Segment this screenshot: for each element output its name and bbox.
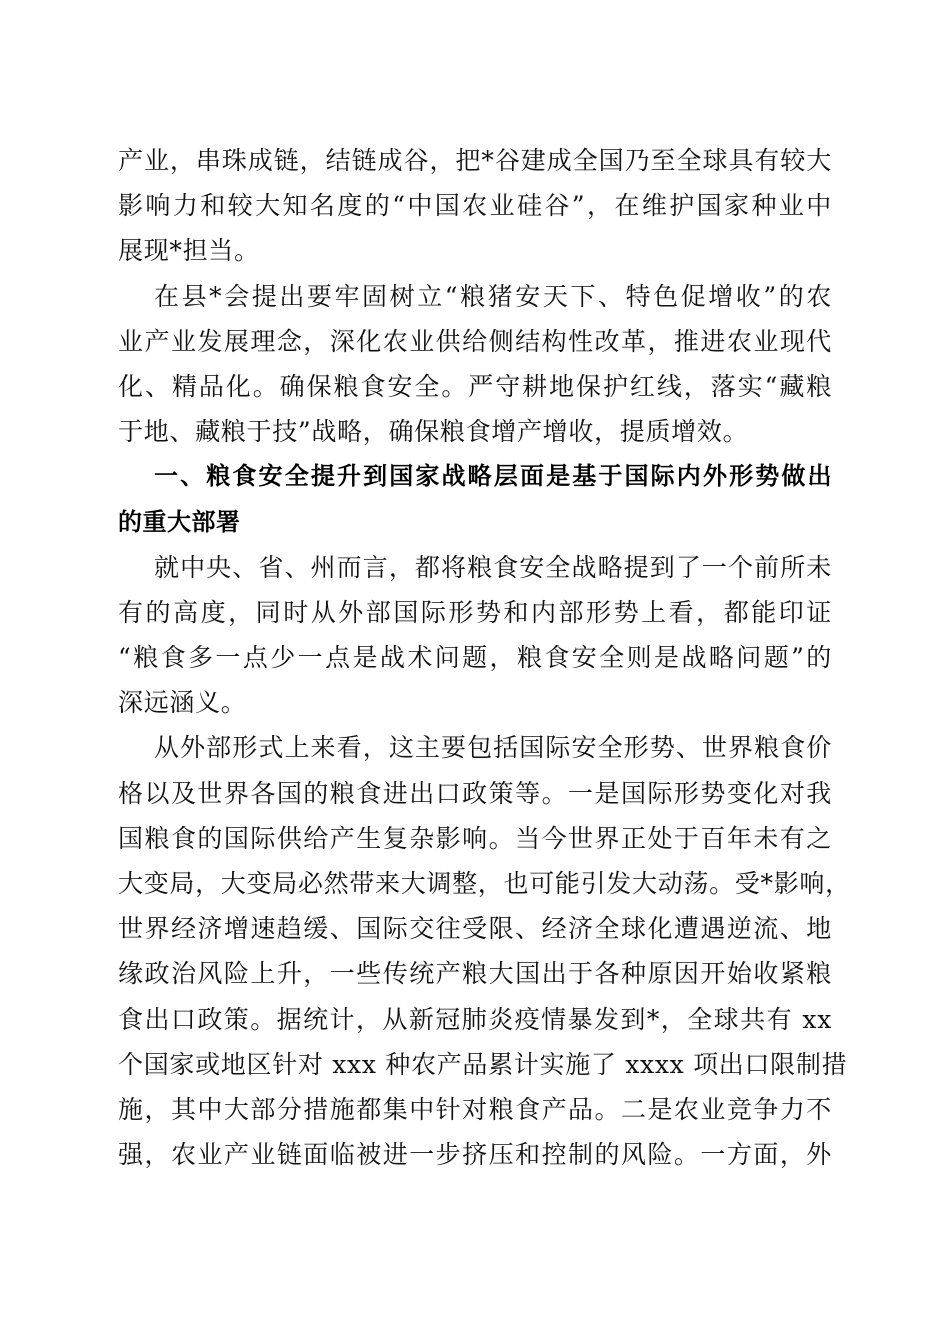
paragraph-3-line-1: 就中央、省、州而言，都将粮食安全战略提到了一个前所未 [154,552,832,582]
section-heading-line-1: 一、粮食安全提升到国家战略层面是基于国际内外形势做出 [154,462,832,491]
section-heading-line-2: 的重大部署 [118,507,241,536]
paragraph-4-line-5: 世界经济增速趋缓、国际交往受限、经济全球化遭遇逆流、地 [118,914,832,944]
paragraph-4-line-2: 格以及世界各国的粮食进出口政策等。一是国际形势变化对我 [118,778,832,808]
paragraph-1-line-3: 展现*担当。 [118,236,260,266]
document-body [118,138,851,1177]
paragraph-4-line-8: 个国家或地区针对 xxx 种农产品累计实施了 xxxx 项出口限制措 [118,1049,848,1079]
paragraph-4-line-4: 大变局，大变局必然带来大调整，也可能引发大动荡。受*影响， [118,869,851,898]
paragraph-4-line-7: 食出口政策。据统计，从新冠肺炎疫情暴发到*，全球共有 xx [118,1004,832,1034]
paragraph-1-line-1: 产业，串珠成链，结链成谷，把*谷建成全国乃至全球具有较大 [118,146,832,175]
paragraph-3-line-2: 有的高度，同时从外部国际形势和内部形势上看，都能印证 [118,597,832,627]
paragraph-1-line-2: 影响力和较大知名度的“中国农业硅谷”，在维护国家种业中 [118,191,832,221]
paragraph-3-line-3: “粮食多一点少一点是战术问题，粮食安全则是战略问题”的 [118,643,832,673]
paragraph-4-line-1: 从外部形式上来看，这主要包括国际安全形势、世界粮食价 [154,733,832,763]
paragraph-2-line-2: 业产业发展理念，深化农业供给侧结构性改革，推进农业现代 [118,326,832,356]
paragraph-2-line-4: 于地、藏粮于技”战略，确保粮食增产增收，提质增效。 [118,417,749,447]
paragraph-4-line-3: 国粮食的国际供给产生复杂影响。当今世界正处于百年未有之 [118,823,832,853]
paragraph-2-line-1: 在县*会提出要牢固树立“粮猪安天下、特色促增收”的农 [154,281,832,311]
paragraph-3-line-4: 深远涵义。 [118,688,247,718]
paragraph-4-line-9: 施，其中大部分措施都集中针对粮食产品。二是农业竞争力不 [118,1094,832,1124]
paragraph-4-line-10: 强，农业产业链面临被进一步挤压和控制的风险。一方面，外 [118,1140,832,1170]
paragraph-2-line-3: 化、精品化。确保粮食安全。严守耕地保护红线，落实“藏粮 [118,371,832,401]
paragraph-4-line-6: 缘政治风险上升，一些传统产粮大国出于各种原因开始收紧粮 [118,959,832,989]
